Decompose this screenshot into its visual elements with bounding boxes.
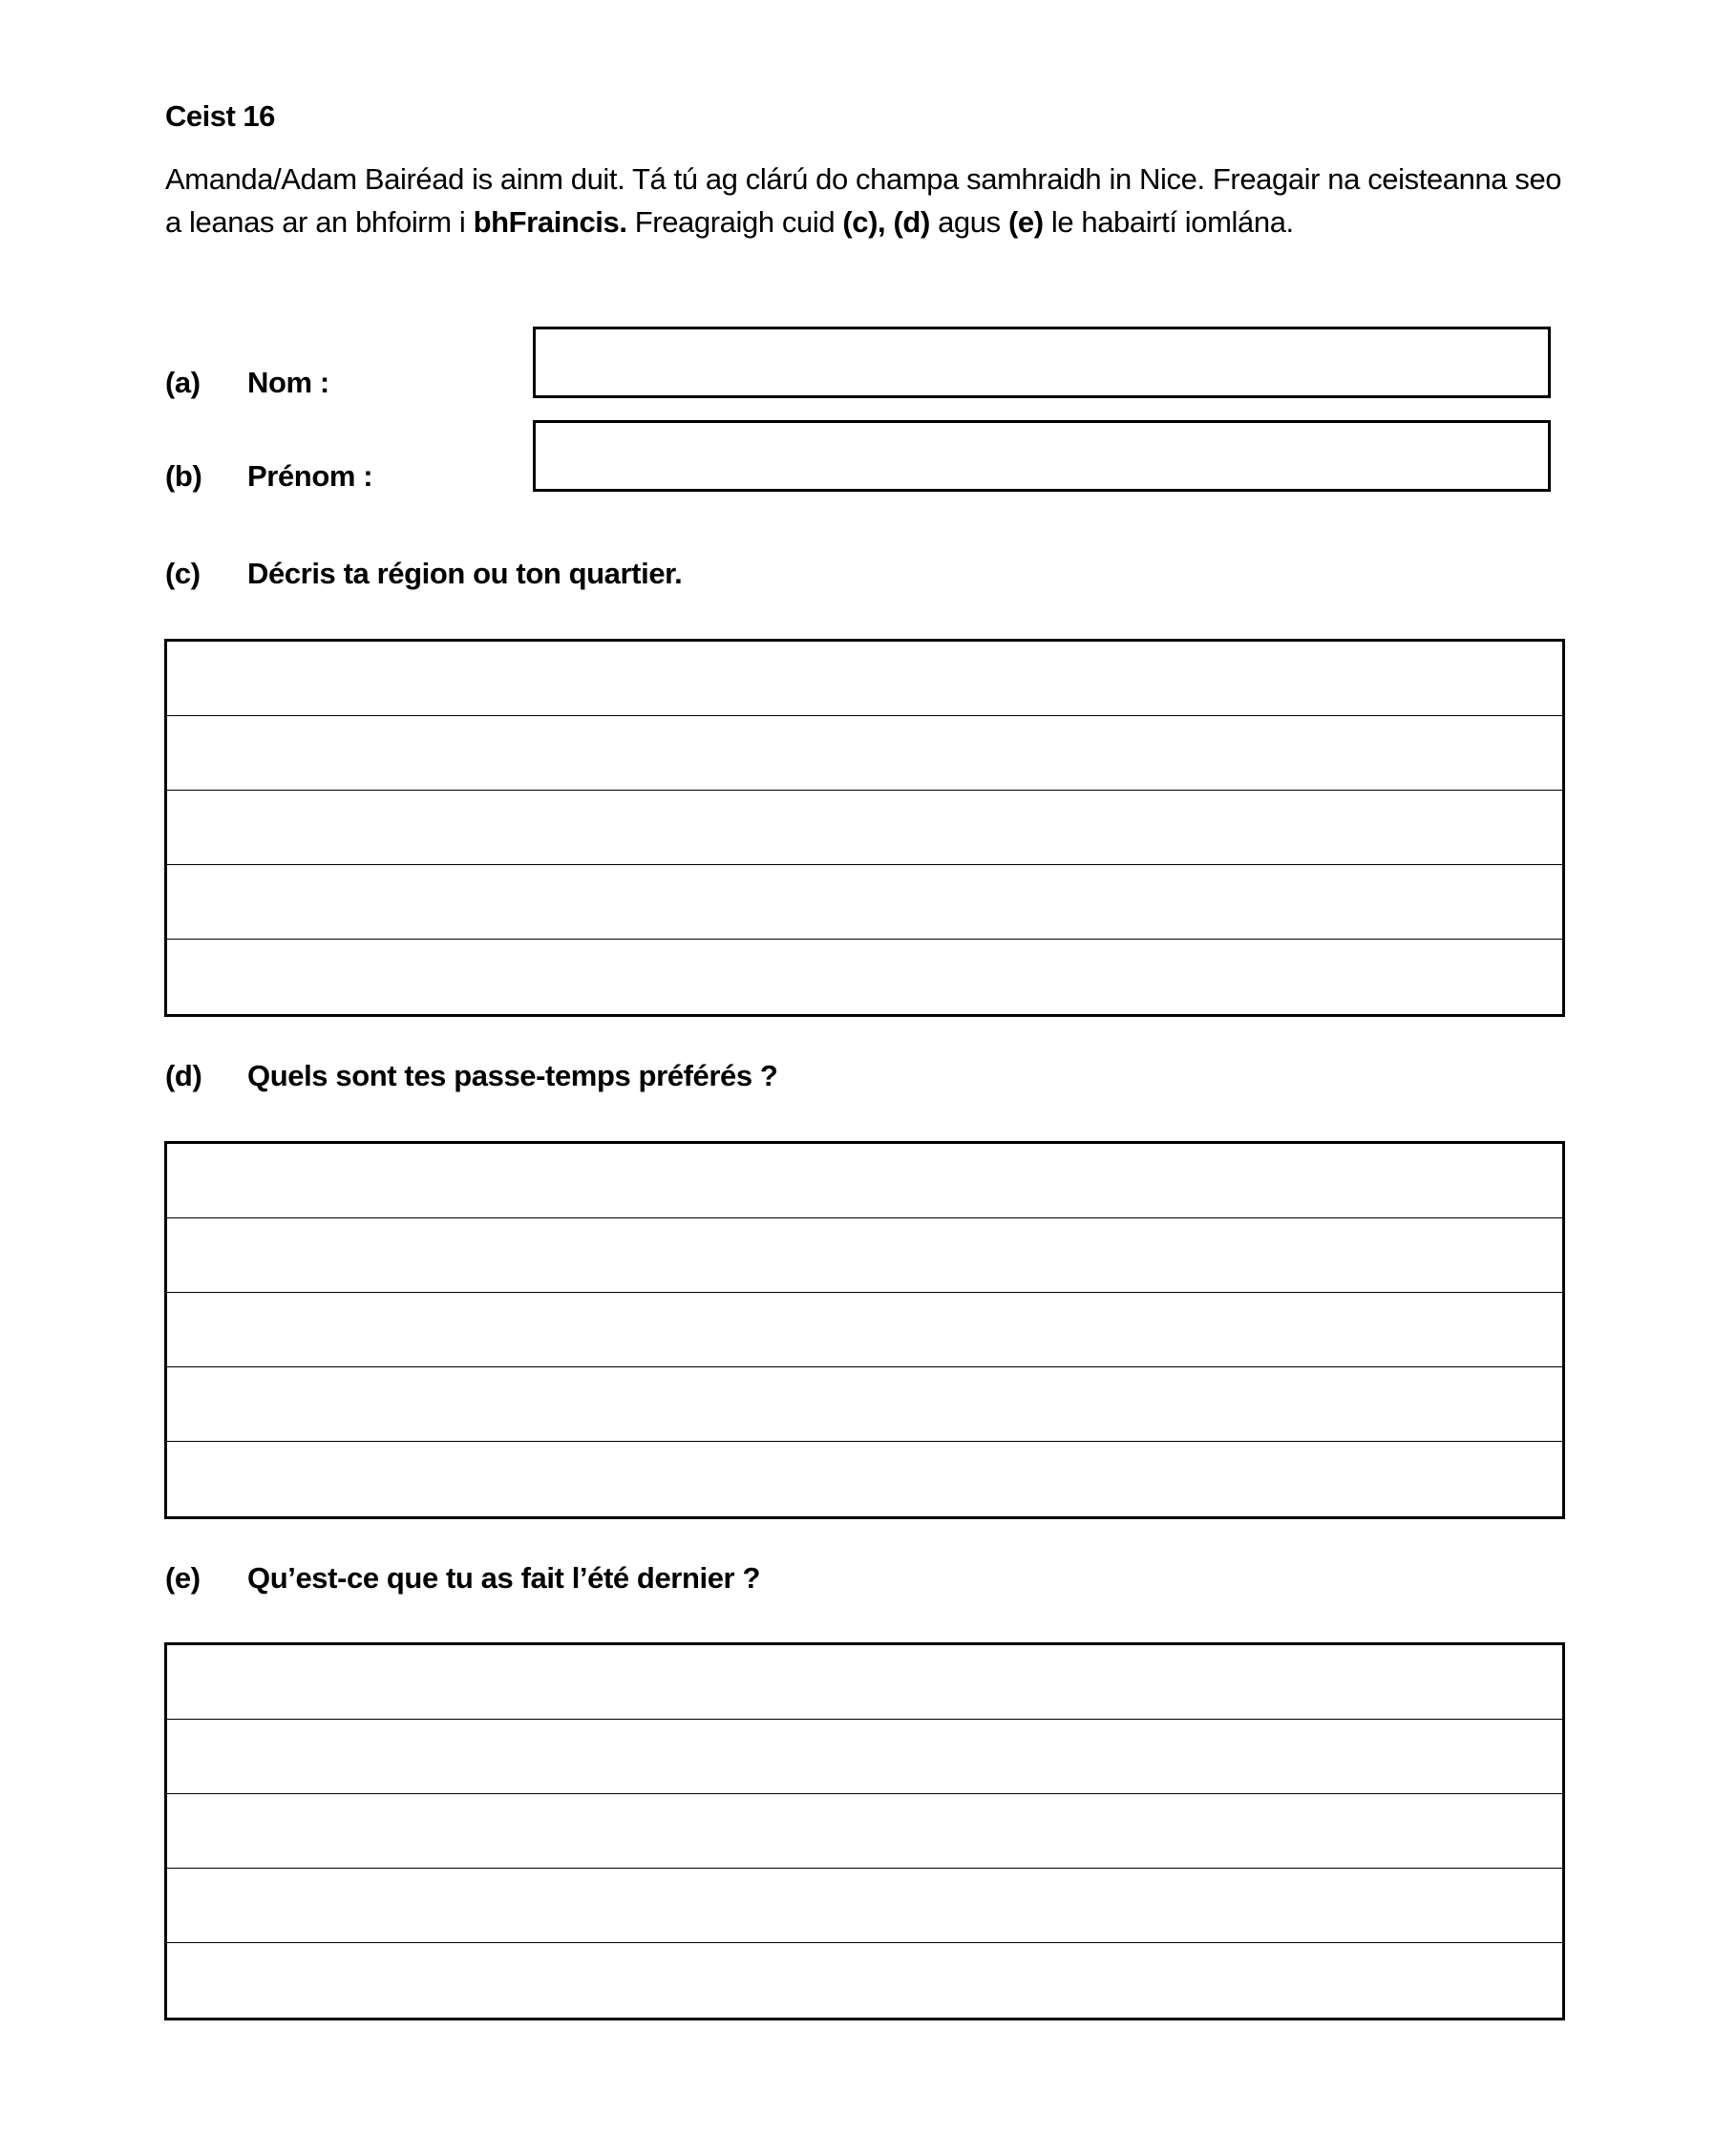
answer-box-e[interactable] xyxy=(164,1642,1565,2020)
field-label-prenom xyxy=(165,459,372,494)
answer-line[interactable] xyxy=(167,1218,1562,1293)
part-letter: (e) xyxy=(165,1561,201,1595)
answer-line[interactable] xyxy=(167,1645,1562,1720)
instructions-bold-part-e: (e) xyxy=(1007,205,1044,239)
part-letter: (b) xyxy=(165,459,202,493)
instructions-text: le habairtí iomlána. xyxy=(1043,205,1294,239)
answer-line[interactable] xyxy=(167,1293,1562,1367)
answer-line[interactable] xyxy=(167,1869,1562,1943)
instructions-text: Amanda/Adam Bairéad is ainm duit. Tá tú ag clárú do champa samhraidh in Nice. Freagair na ceisteanna seo a leanas ar an bhfoirm i xyxy=(165,162,1562,239)
instructions-text: Freagraigh cuid xyxy=(626,205,843,239)
prenom-input-box[interactable] xyxy=(533,420,1551,492)
answer-box-c[interactable] xyxy=(164,639,1565,1017)
answer-line[interactable] xyxy=(167,1794,1562,1869)
answer-line[interactable] xyxy=(167,1144,1562,1218)
answer-line[interactable] xyxy=(167,791,1562,865)
answer-line[interactable] xyxy=(167,865,1562,940)
question-e-label xyxy=(165,1561,760,1596)
instructions-text: agus xyxy=(929,205,1008,239)
instructions-bold-language: bhFraincis. xyxy=(473,205,627,239)
field-label-text: Prénom : xyxy=(247,459,373,493)
question-c-label xyxy=(165,557,682,591)
answer-box-d[interactable] xyxy=(164,1141,1565,1519)
answer-line[interactable] xyxy=(167,716,1562,791)
answer-line[interactable] xyxy=(167,1442,1562,1516)
instructions xyxy=(165,158,1578,243)
answer-line[interactable] xyxy=(167,1943,1562,2018)
question-text: Décris ta région ou ton quartier. xyxy=(247,557,683,590)
part-letter: (d) xyxy=(165,1059,202,1092)
field-label-text: Nom : xyxy=(247,366,329,399)
question-text: Qu’est-ce que tu as fait l’été dernier ? xyxy=(247,1561,760,1595)
answer-line[interactable] xyxy=(167,642,1562,716)
nom-input-box[interactable] xyxy=(533,327,1551,398)
answer-line[interactable] xyxy=(167,1720,1562,1794)
question-title: Ceist 16 xyxy=(165,99,275,133)
part-letter: (c) xyxy=(165,557,201,590)
answer-line[interactable] xyxy=(167,1367,1562,1442)
part-letter: (a) xyxy=(165,366,201,399)
question-text: Quels sont tes passe-temps préférés ? xyxy=(247,1059,778,1092)
field-label-nom xyxy=(165,366,329,400)
question-d-label xyxy=(165,1059,777,1093)
instructions-bold-parts: (c), (d) xyxy=(842,205,930,239)
answer-line[interactable] xyxy=(167,940,1562,1014)
